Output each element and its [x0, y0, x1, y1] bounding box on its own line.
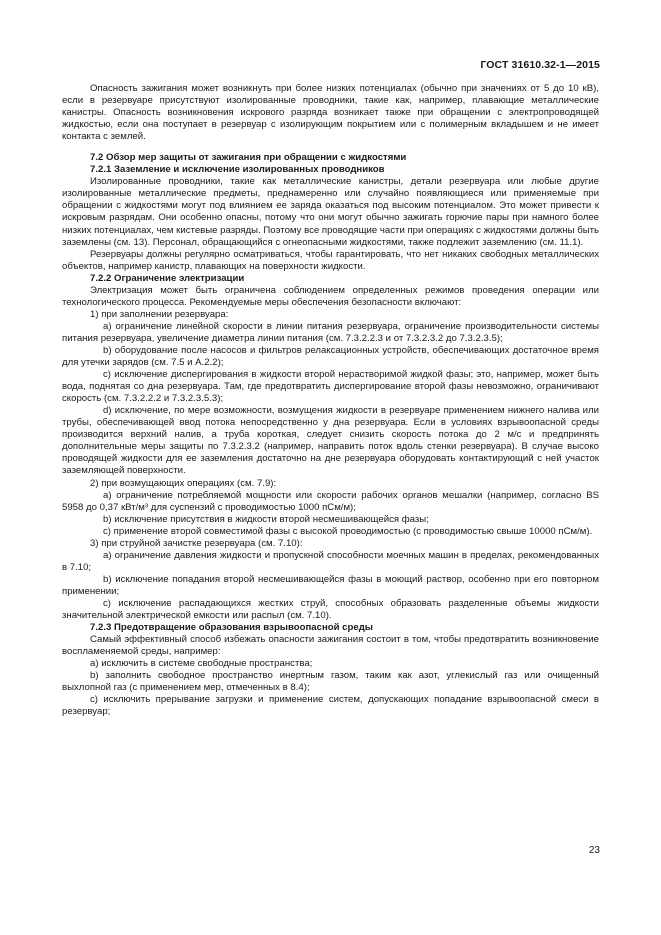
- list-item: а) ограничение давления жидкости и пропускной способности моечных машин в пределах, рекомендованных в 7.10;: [62, 549, 599, 573]
- list-item: d) исключение, по мере возможности, возмущения жидкости в резервуаре применением нижнего налива или трубы, обеспечивающей ввод потока непосредственно у дна резервуара. Если в условиях взрывоопасной среды производится верхний налив, а труба короткая, следует снизить скорость потока до 2 м/с и предпринять дополнительные меры защиты по 7.3.2.3.2 (например, направить поток вдоль стенки резервуара). В случае высоко проводящей жидкости для ее заземления достаточно на дне резервуара оборудовать контактирующий с ней участок заземляющей поверхности.: [62, 405, 599, 477]
- standard-designation: ГОСТ 31610.32-1—2015: [480, 59, 600, 71]
- page-number: 23: [588, 845, 600, 856]
- list-item: b) исключение попадания второй несмешивающейся фазы в моющий раствор, особенно при его повторном применении;: [62, 573, 599, 597]
- list-item: b) заполнить свободное пространство инертным газом, таким как азот, углекислый газ или очищенный выхлопной газ (с применением мер, отмеченных в 8.4);: [62, 670, 599, 694]
- list-item: c) исключение диспергирования в жидкости второй нерастворимой жидкой фазы; это, например, может быть вода, поднятая со дна резервуара. Там, где предотвратить диспергирование второй фазы невозможно, ограничивают скорость (см. 7.3.2.2.2 и 7.3.2.3.5.3);: [62, 369, 599, 405]
- list-item: а) ограничение потребляемой мощности или скорости рабочих органов мешалки (например, согласно BS 5958 до 0,37 кВт/м³ для суспензий с проводимостью 1000 пСм/м);: [62, 489, 599, 513]
- paragraph: Опасность зажигания может возникнуть при более низких потенциалах (обычно при значениях от 5 до 10 кВ), если в резервуаре присутствуют изолированные проводники, такие как, например, плавающие металлические канистры. Опасность возникновения искрового разряда возникает также при обращении с электропроводящей жидкостью, если она поступает в резервуар с изолирующим покрытием или с полимерным вкладышем и не имеет контакта с землей.: [62, 83, 599, 143]
- document-body: [62, 83, 599, 718]
- section-heading-7-2: 7.2 Обзор мер защиты от зажигания при обращении с жидкостями: [90, 152, 407, 164]
- subsection-heading-7-2-1: 7.2.1 Заземление и исключение изолированных проводников: [90, 164, 385, 176]
- list-item: c) исключение распадающихся жестких струй, способных образовать разделенные объемы жидкости значительной электрической емкости или распыл (см. 7.10).: [62, 597, 599, 622]
- list-item: b) оборудование после насосов и фильтров релаксационных устройств, обеспечивающих достаточное время для утечки зарядов (см. 7.5 и А.2.2);: [62, 344, 599, 369]
- subsection-heading-7-2-2: 7.2.2 Ограничение электризации: [90, 272, 245, 284]
- list-item: а) ограничение линейной скорости в линии питания резервуара, ограничение производительности системы питания резервуара, увеличение диаметра линии питания (см. 7.3.2.2.3 и от 7.3.2.3.2 до 7.3.2.3.5);: [62, 320, 599, 344]
- list-item: c) применение второй совместимой фазы с высокой проводимостью (с проводимостью свыше 10000 пСм/м).: [103, 525, 593, 537]
- list-item: 2) при возмущающих операциях (см. 7.9):: [90, 477, 277, 489]
- list-item: а) исключить в системе свободные пространства;: [90, 658, 313, 670]
- subsection-heading-7-2-3: 7.2.3 Предотвращение образования взрывоопасной среды: [90, 622, 373, 634]
- list-item: b) исключение присутствия в жидкости второй несмешивающейся фазы;: [103, 513, 429, 525]
- list-item: c) исключить прерывание загрузки и применение систем, допускающих попадание взрывоопасной смеси в резервуар;: [62, 694, 599, 718]
- paragraph: Самый эффективный способ избежать опасности зажигания состоит в том, чтобы предотвратить возникновение воспламеняемой среды, например:: [62, 634, 599, 658]
- paragraph: Резервуары должны регулярно осматриваться, чтобы гарантировать, что нет никаких свободных металлических объектов, например канистр, плавающих на поверхности жидкости.: [62, 248, 599, 272]
- list-item: 3) при струйной зачистке резервуара (см. 7.10):: [90, 537, 303, 549]
- paragraph: Электризация может быть ограничена соблюдением определенных режимов проведения операции или технологического процесса. Рекомендуемые меры обеспечения безопасности включают:: [62, 284, 599, 308]
- list-item: 1) при заполнении резервуара:: [90, 308, 229, 320]
- paragraph: Изолированные проводники, такие как металлические канистры, детали резервуара или любые другие изолированные металлические предметы, преднамеренно или случайно появляющиеся или применяемые при обращении с жидкостями могут под влиянием ее заряда оказаться под высоким потенциалом. Это может привести к искровым разрядам. Они особенно опасны, потому что они могут обычно зажигать горючие пары при намного более низких потенциалах, чем кистевые разряды. Поэтому все проводящие части при операциях с жидкостями должны быть заземлены (см. 13). Персонал, обращающийся с огнеопасными жидкостями, также подлежит заземлению (см. 11.1).: [62, 176, 599, 248]
